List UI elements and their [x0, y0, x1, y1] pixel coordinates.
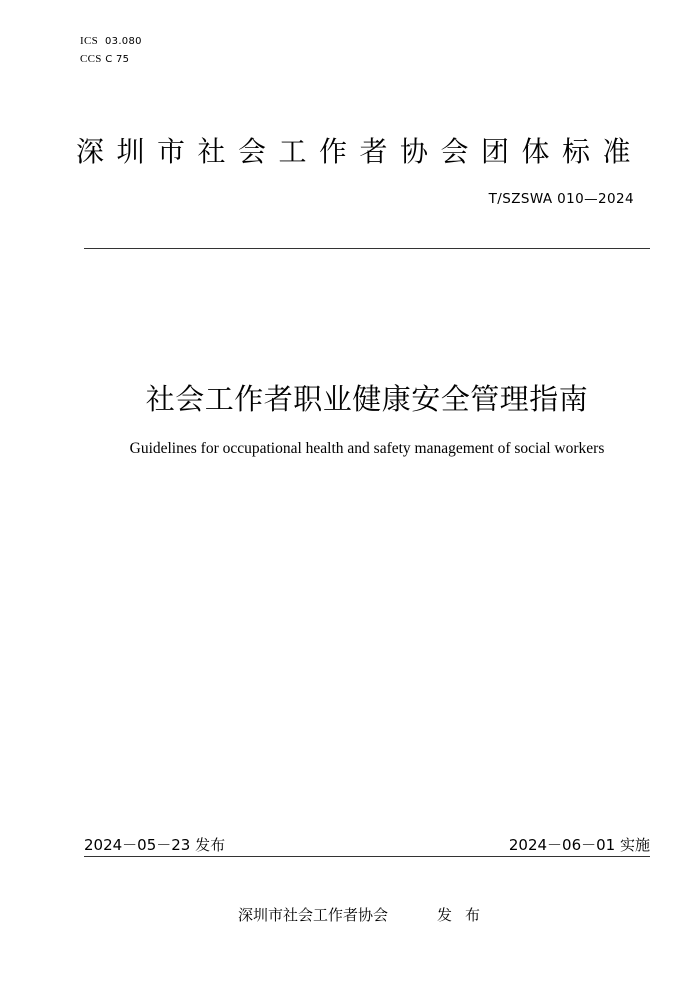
implementation-date: 2024－06－01 实施	[508, 836, 650, 854]
bottom-divider	[84, 856, 650, 857]
publisher-action: 发布	[437, 906, 494, 924]
ics-code	[80, 35, 142, 47]
document-title-chinese: 社会工作者职业健康安全管理指南	[145, 382, 589, 416]
organization-standard-title: 深圳市社会工作者协会团体标准	[76, 135, 644, 168]
ics-label: ICS	[80, 35, 99, 47]
ccs-value: C 75	[105, 54, 130, 65]
document-title-english: Guidelines for occupational health and safety management of social workers	[129, 440, 605, 457]
ccs-label: CCS	[80, 53, 102, 65]
ics-value: 03.080	[105, 36, 142, 47]
standard-number: T/SZSWA 010—2024	[488, 191, 634, 207]
top-divider	[84, 248, 650, 249]
publisher-name: 深圳市社会工作者协会	[238, 906, 389, 924]
publish-date: 2024－05－23 发布	[84, 836, 226, 854]
ccs-code	[80, 53, 129, 65]
